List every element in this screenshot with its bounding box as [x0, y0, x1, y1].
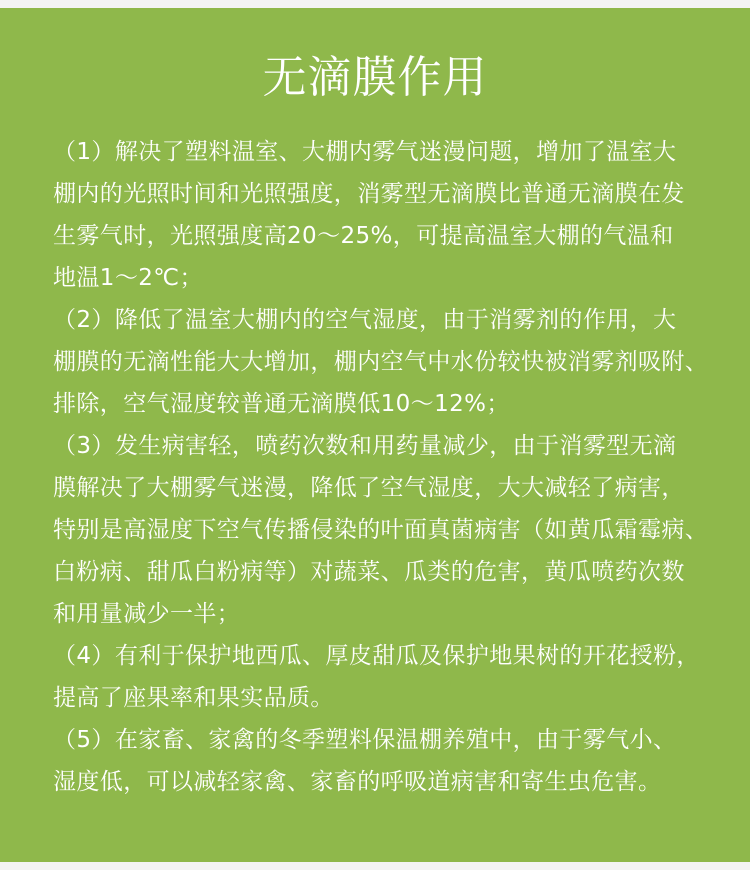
- text-line-8: （3）发生病害轻，喷药次数和用药量减少，由于消雾型无滴: [53, 433, 677, 459]
- text-line-12: 和用量减少一半；: [53, 601, 241, 627]
- text-line-3: 生雾气时，光照强度高20～25%，可提高温室大棚的气温和: [53, 223, 674, 249]
- text-line-6: 棚膜的无滴性能大大增加，棚内空气中水份较快被消雾剂吸附、: [53, 349, 709, 375]
- text-line-5: （2）降低了温室大棚内的空气湿度，由于消雾剂的作用，大: [53, 307, 677, 333]
- text-line-7: 排除，空气湿度较普通无滴膜低10～12%；: [53, 391, 510, 417]
- text-line-14: 提高了座果率和果实品质。: [53, 685, 334, 711]
- body-text: [53, 131, 709, 803]
- text-line-1: （1）解决了塑料温室、大棚内雾气迷漫问题，增加了温室大: [53, 139, 677, 165]
- text-line-9: 膜解决了大棚雾气迷漫，降低了空气湿度，大大减轻了病害，: [53, 475, 685, 501]
- text-line-13: （4）有利于保护地西瓜、厚皮甜瓜及保护地果树的开花授粉，: [53, 643, 700, 669]
- page-title: 无滴膜作用: [262, 52, 488, 103]
- text-line-15: （5）在家畜、家禽的冬季塑料保温棚养殖中，由于雾气小、: [53, 727, 677, 753]
- text-line-2: 棚内的光照时间和光照强度，消雾型无滴膜比普通无滴膜在发: [53, 181, 685, 207]
- text-line-4: 地温1～2℃；: [53, 265, 203, 291]
- text-line-11: 白粉病、甜瓜白粉病等）对蔬菜、瓜类的危害，黄瓜喷药次数: [53, 559, 685, 585]
- text-line-10: 特别是高湿度下空气传播侵染的叶面真菌病害（如黄瓜霜霉病、: [53, 517, 709, 543]
- text-line-16: 湿度低，可以减轻家禽、家畜的呼吸道病害和寄生虫危害。: [53, 769, 662, 795]
- content-panel: [0, 8, 750, 862]
